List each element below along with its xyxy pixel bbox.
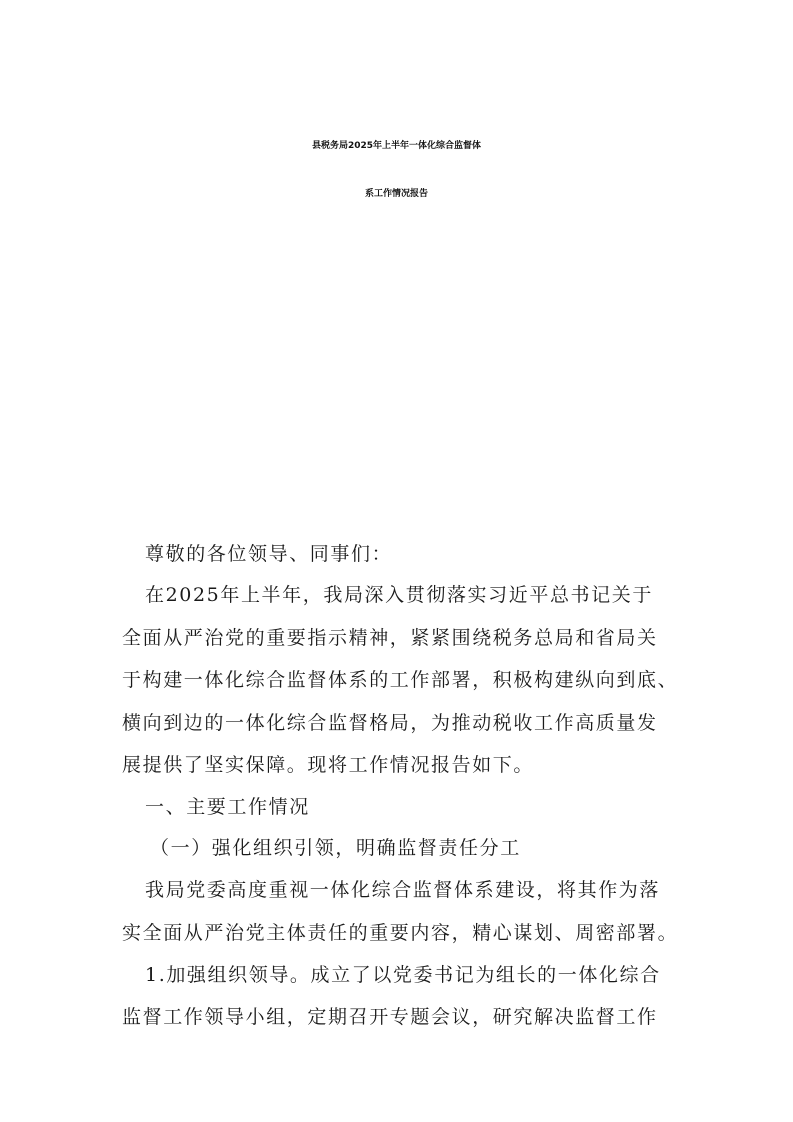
paragraph-line: 1.加强组织领导。成立了以党委书记为组长的一体化综合 [145, 964, 661, 986]
paragraph-line: 横向到边的一体化综合监督格局，为推动税收工作高质量发 [122, 712, 658, 734]
paragraph-line: 于构建一体化综合监督体系的工作部署，积极构建纵向到底、 [122, 669, 679, 691]
paragraph-line: 在2025年上半年，我局深入贯彻落实习近平总书记关于 [145, 584, 653, 606]
salutation: 尊敬的各位领导、同事们： [145, 543, 393, 565]
section-heading: 一、主要工作情况 [145, 796, 310, 818]
paragraph-line: 实全面从严治党主体责任的重要内容，精心谋划、周密部署。 [122, 922, 679, 944]
paragraph-line: 展提供了坚实保障。现将工作情况报告如下。 [122, 754, 535, 776]
paragraph-line: 监督工作领导小组，定期召开专题会议，研究解决监督工作 [122, 1006, 658, 1028]
document-title-line-2: 系工作情况报告 [364, 189, 428, 199]
paragraph-line: 全面从严治党的重要指示精神，紧紧围绕税务总局和省局关 [122, 627, 658, 649]
subsection-heading: （一）强化组织引领，明确监督责任分工 [150, 837, 521, 859]
document-title-line-1: 县税务局2025年上半年一体化综合监督体 [311, 141, 482, 151]
paragraph-line: 我局党委高度重视一体化综合监督体系建设，将其作为落 [145, 879, 661, 901]
